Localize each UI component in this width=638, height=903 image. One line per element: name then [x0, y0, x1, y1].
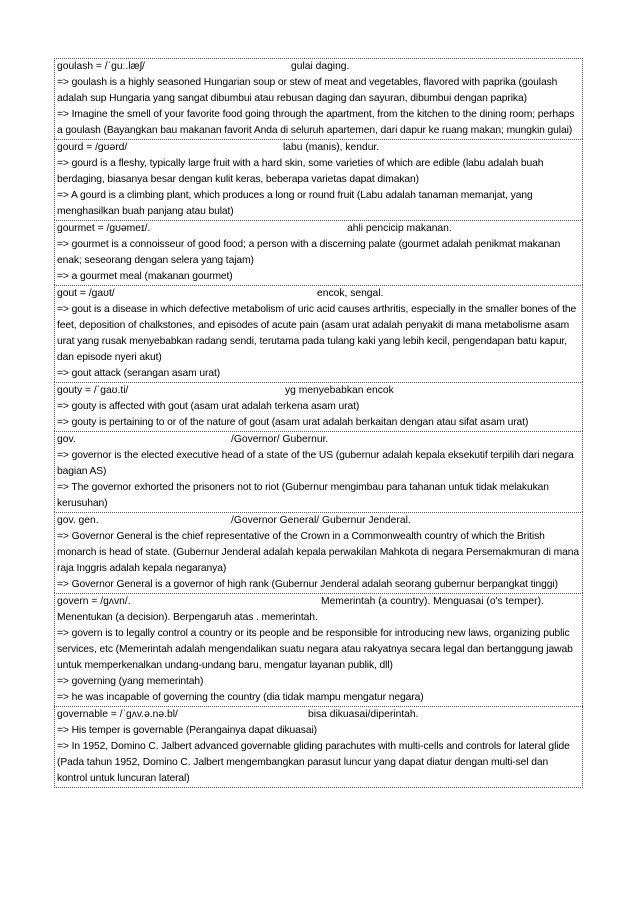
meaning: labu (manis), kendur. [283, 142, 380, 153]
entry-line: => A gourd is a climbing plant, which produces a long or round fruit (Labu adalah tanaman memanjat, yang menghasilkan buah panjang atau bulat) [57, 190, 533, 217]
entry-line: => gouty is affected with gout (asam urat adalah terkena asam urat) [57, 401, 360, 412]
entry-line: => Governor General is a governor of high rank (Gubernur Jenderal adalah seorang gubernur berpangkat tinggi) [57, 579, 558, 590]
entry-line: => gout is a disease in which defective metabolism of uric acid causes arthritis, especially in the smaller bones of the feet, deposition of chalkstones, and episodes of acute pain (asam urat adalah penyakit di mana metabolisme asam urat yang rusak menyebabkan radang sendi, terutama pada tulang kaki yang lebih kecil, pengendapan batu kapur, dan episode nyeri akut) [57, 304, 577, 363]
headword: gov. [57, 434, 76, 445]
entry-gourd [54, 139, 583, 220]
entry-headline [57, 59, 580, 75]
entry-line: => gouty is pertaining to or of the nature of gout (asam urat adalah berkaitan dengan atau sifat asam urat) [57, 417, 529, 428]
headword: gouty = /ˈɡaʊ.ti/ [57, 385, 129, 396]
entry-line: => goulash is a highly seasoned Hungarian soup or stew of meat and vegetables, flavored with paprika (goulash adalah sup Hungaria yang sangat dibumbui atau rebusan daging dan sayuran, dibumbui dengan paprika) [57, 77, 558, 104]
entry-line: => The governor exhorted the prisoners not to riot (Gubernur mengimbau para tahanan untuk tidak melakukan kerusuhan) [57, 482, 549, 509]
meaning: gulai daging. [291, 61, 350, 72]
entry-line: Menentukan (a decision). Berpengaruh atas . memerintah. [57, 612, 318, 623]
entry-goulash [54, 58, 583, 139]
entry-line: => His temper is governable (Perangainya dapat dikuasai) [57, 725, 317, 736]
entry-line: => a gourmet meal (makanan gourmet) [57, 271, 233, 282]
entry-headline [57, 707, 580, 723]
entry-line: => Governor General is the chief representative of the Crown in a Commonwealth country of which the British monarch is head of state. (Gubernur Jenderal adalah kepala perwakilan Mahkota di negara Persemakmuran di mana raja Inggris adalah kepala negaranya) [57, 531, 579, 574]
dictionary-page [54, 58, 583, 788]
entry-gout [54, 285, 583, 382]
entry-governable [54, 706, 583, 788]
entry-line: => Imagine the smell of your favorite food going through the apartment, from the kitchen to the dining room; perhaps a goulash (Bayangkan bau makanan favorit Anda di seluruh apartemen, dari dapur ke ruang makan; mungkin gulai) [57, 109, 575, 136]
entry-gouty [54, 382, 583, 431]
headword: govern = /ɡʌvn/. [57, 596, 131, 607]
entry-line: => he was incapable of governing the country (dia tidak mampu mengatur negara) [57, 692, 424, 703]
entry-headline [57, 594, 580, 610]
entry-gov-gen [54, 512, 583, 593]
entry-gourmet [54, 220, 583, 285]
meaning: Memerintah (a country). Menguasai (o's temper). [321, 596, 544, 607]
entry-govern [54, 593, 583, 706]
headword: gov. gen. [57, 515, 99, 526]
headword: goulash = /ˈɡuː.læʃ/ [57, 61, 145, 72]
meaning: encok, sengal. [317, 288, 384, 299]
meaning: ahli pencicip makanan. [347, 223, 452, 234]
entry-headline [57, 383, 580, 399]
entry-line: => gourd is a fleshy, typically large fruit with a hard skin, some varieties of which are edible (labu adalah buah berdaging, biasanya besar dengan kulit keras, beberapa varietas dapat dimakan) [57, 158, 544, 185]
entry-headline [57, 513, 580, 529]
entry-line: => gout attack (serangan asam urat) [57, 368, 221, 379]
headword: gourmet = /ɡʊəmeɪ/. [57, 223, 151, 234]
headword: gourd = /ɡʊərd/ [57, 142, 128, 153]
entry-headline [57, 140, 580, 156]
headword: governable = /ˈɡʌv.ə.nə.bl/ [57, 709, 178, 720]
entry-gov [54, 431, 583, 512]
meaning: /Governor General/ Gubernur Jenderal. [231, 515, 411, 526]
entry-headline [57, 286, 580, 302]
entry-line: => governing (yang memerintah) [57, 676, 204, 687]
entry-line: => governor is the elected executive head of a state of the US (gubernur adalah kepala eksekutif terpilih dari negara bagian AS) [57, 450, 574, 477]
entry-headline [57, 221, 580, 237]
entry-line: => govern is to legally control a country or its people and be responsible for introducing new laws, organizing public services, etc (Memerintah adalah mengendalikan suatu negara atau rakyatnya secara legal dan bertanggung jawab untuk memperkenalkan undang-undang baru, mengatur layanan publik, dll) [57, 628, 573, 671]
headword: gout = /ɡaʊt/ [57, 288, 115, 299]
entry-line: => In 1952, Domino C. Jalbert advanced governable gliding parachutes with multi-cells and controls for lateral glide (Pada tahun 1952, Domino C. Jalbert mengembangkan parasut luncur yang dapat diatur dengan multi-sel dan kontrol untuk luncuran lateral) [57, 741, 570, 784]
meaning: yg menyebabkan encok [285, 385, 394, 396]
meaning: bisa dikuasai/diperintah. [308, 709, 419, 720]
meaning: /Governor/ Gubernur. [231, 434, 329, 445]
entry-headline [57, 432, 580, 448]
entry-line: => gourmet is a connoisseur of good food; a person with a discerning palate (gourmet adalah penikmat makanan enak; seseorang dengan selera yang tajam) [57, 239, 561, 266]
